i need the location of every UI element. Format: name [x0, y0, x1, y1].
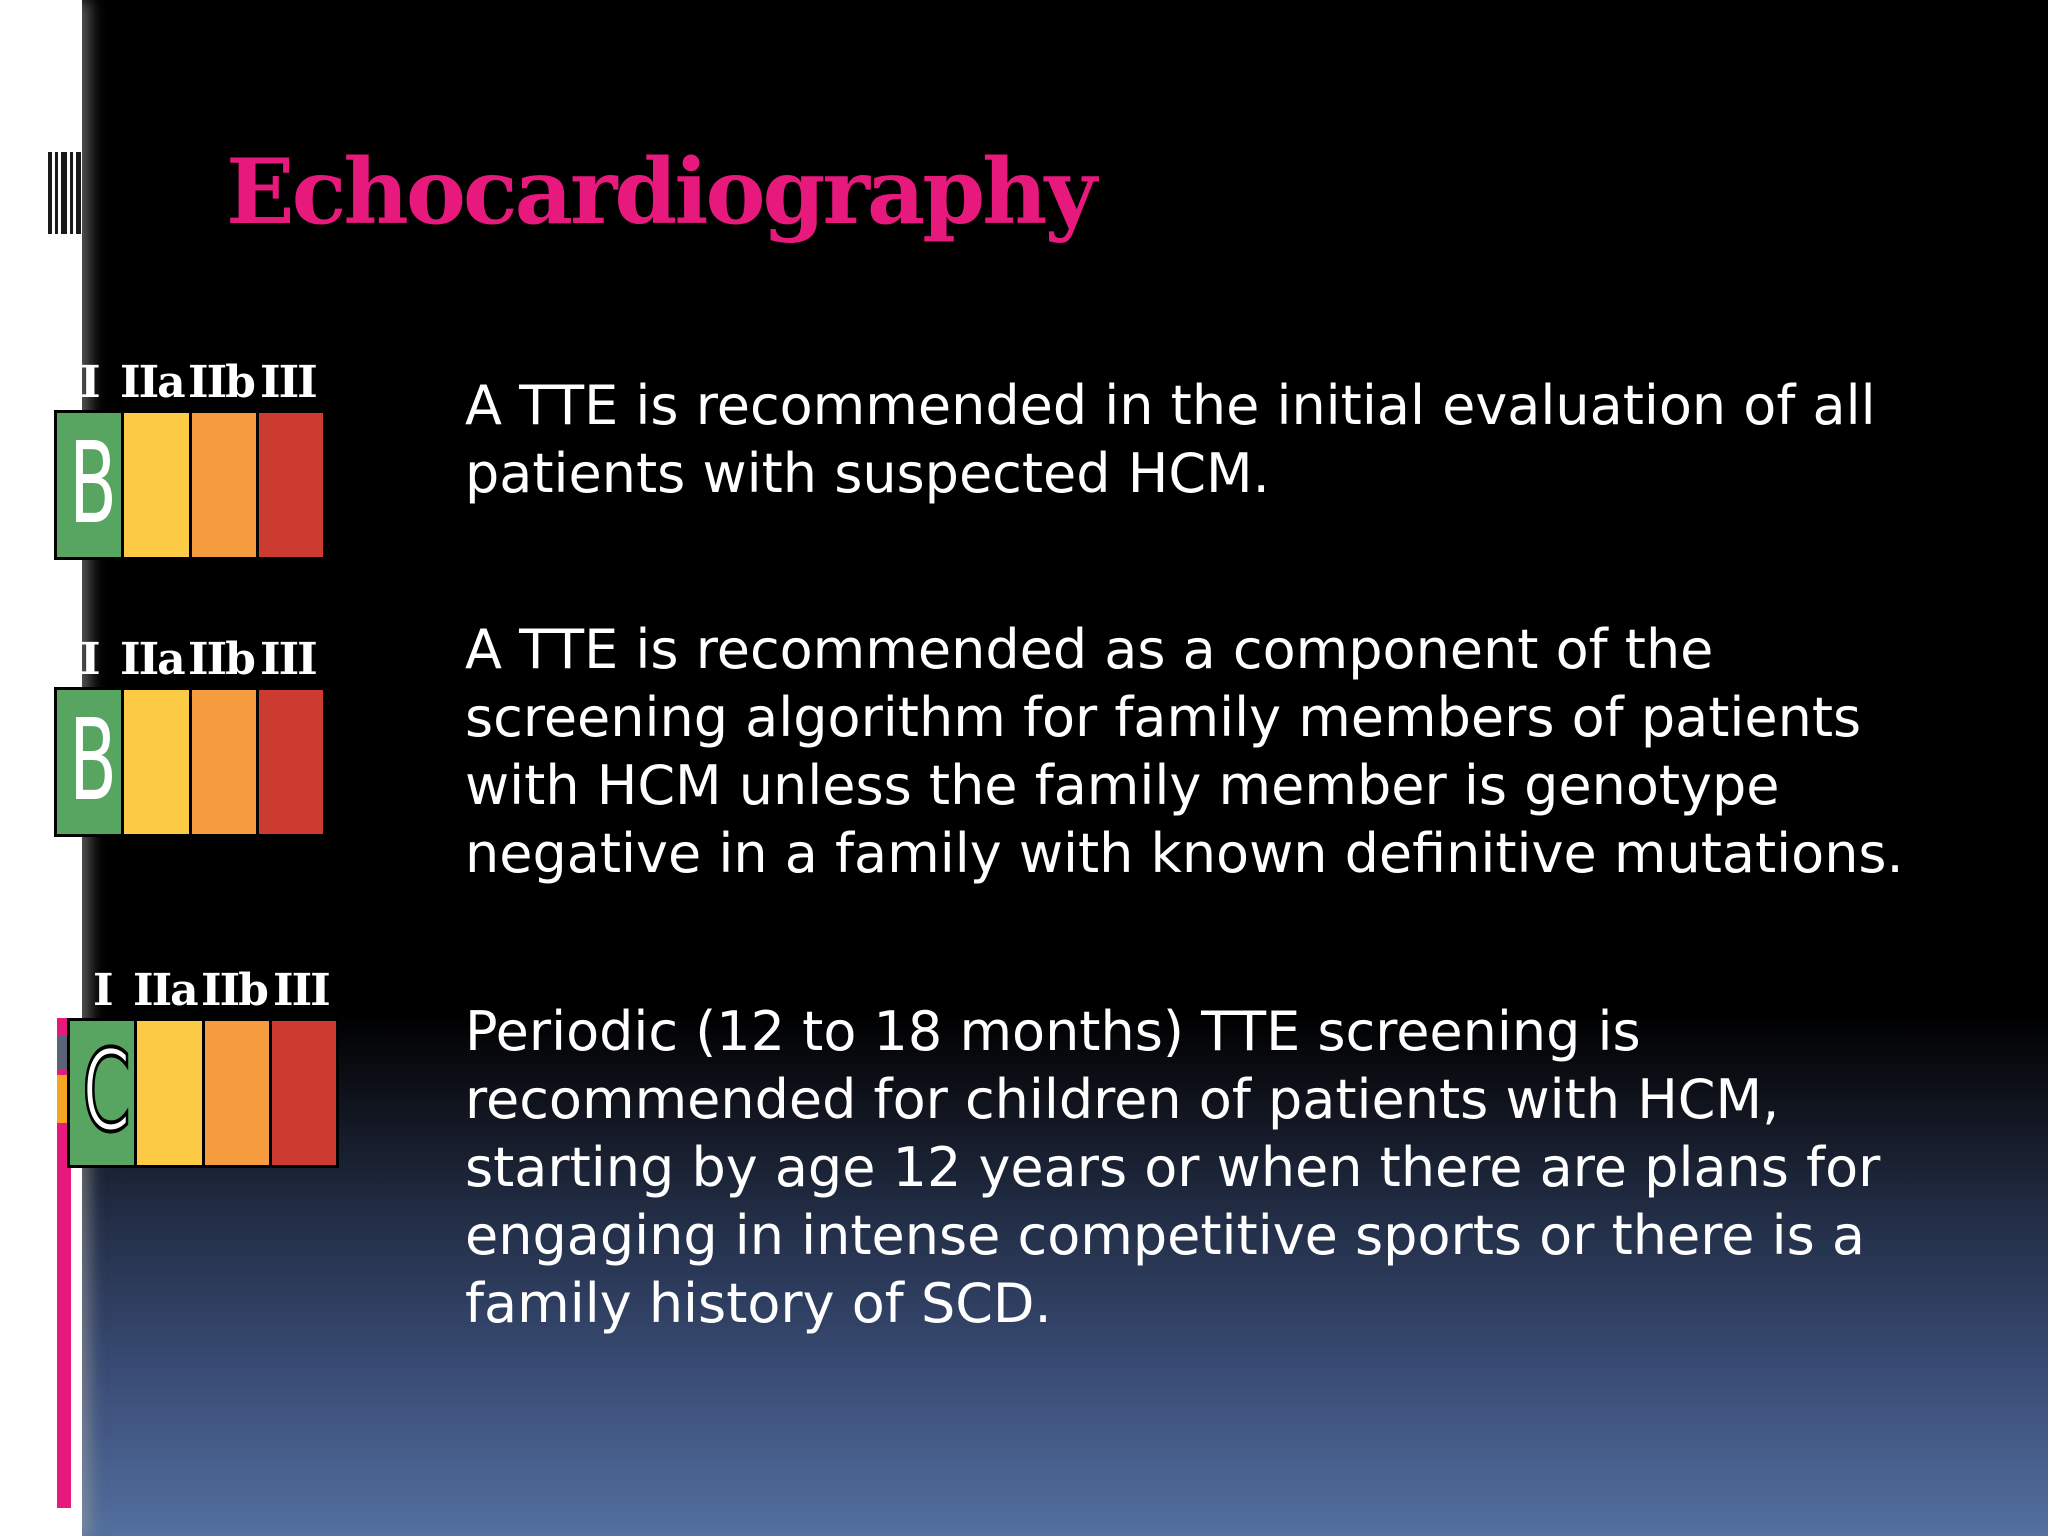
class-i-box: [57, 690, 124, 834]
class-level-badge: [67, 964, 339, 1168]
class-i-box: [57, 413, 124, 557]
class-label-iia: IIa: [120, 634, 184, 685]
class-iib-box: [192, 690, 259, 834]
class-label-iib: IIb: [188, 634, 254, 685]
class-label-iia: IIa: [120, 357, 184, 408]
class-level-badge: [54, 633, 326, 837]
level-of-evidence: B: [69, 696, 117, 826]
class-label-iii: III: [273, 965, 329, 1016]
barcode-stripes-decoration: [48, 152, 82, 234]
class-iib-box: [192, 413, 259, 557]
recommendation-text: A TTE is recommended as a component of the screening algorithm for family members of patients with HCM unless the family member is genotype negative in a family with known definitive mutations.: [465, 618, 1904, 885]
class-color-boxes: [54, 687, 326, 837]
class-color-boxes: [54, 410, 326, 560]
class-level-badge: [54, 356, 326, 560]
class-i-box: [70, 1021, 137, 1165]
recommendation-text: A TTE is recommended in the initial evaluation of all patients with suspected HCM.: [465, 374, 1876, 505]
slide-title: Echocardiography: [226, 139, 1094, 245]
class-label-i: I: [93, 965, 112, 1016]
class-label-iib: IIb: [201, 965, 267, 1016]
class-color-boxes: [67, 1018, 339, 1168]
class-labels: [54, 633, 326, 687]
class-iii-box: [259, 690, 323, 834]
level-of-evidence: C: [82, 1027, 131, 1157]
class-iib-box: [205, 1021, 272, 1165]
class-iia-box: [137, 1021, 204, 1165]
class-label-i: I: [80, 357, 99, 408]
class-label-iii: III: [260, 357, 316, 408]
class-iia-box: [124, 413, 191, 557]
class-labels: [67, 964, 339, 1018]
class-label-i: I: [80, 634, 99, 685]
recommendation-text: Periodic (12 to 18 months) TTE screening is recommended for children of patients with HCM, starting by age 12 years or when there are plans for engaging in intense competitive sports or there is a family history of SCD.: [465, 1000, 1881, 1335]
class-label-iia: IIa: [133, 965, 197, 1016]
class-iii-box: [259, 413, 323, 557]
class-label-iii: III: [260, 634, 316, 685]
class-label-iib: IIb: [188, 357, 254, 408]
class-labels: [54, 356, 326, 410]
class-iia-box: [124, 690, 191, 834]
level-of-evidence: B: [69, 419, 117, 549]
class-iii-box: [272, 1021, 336, 1165]
